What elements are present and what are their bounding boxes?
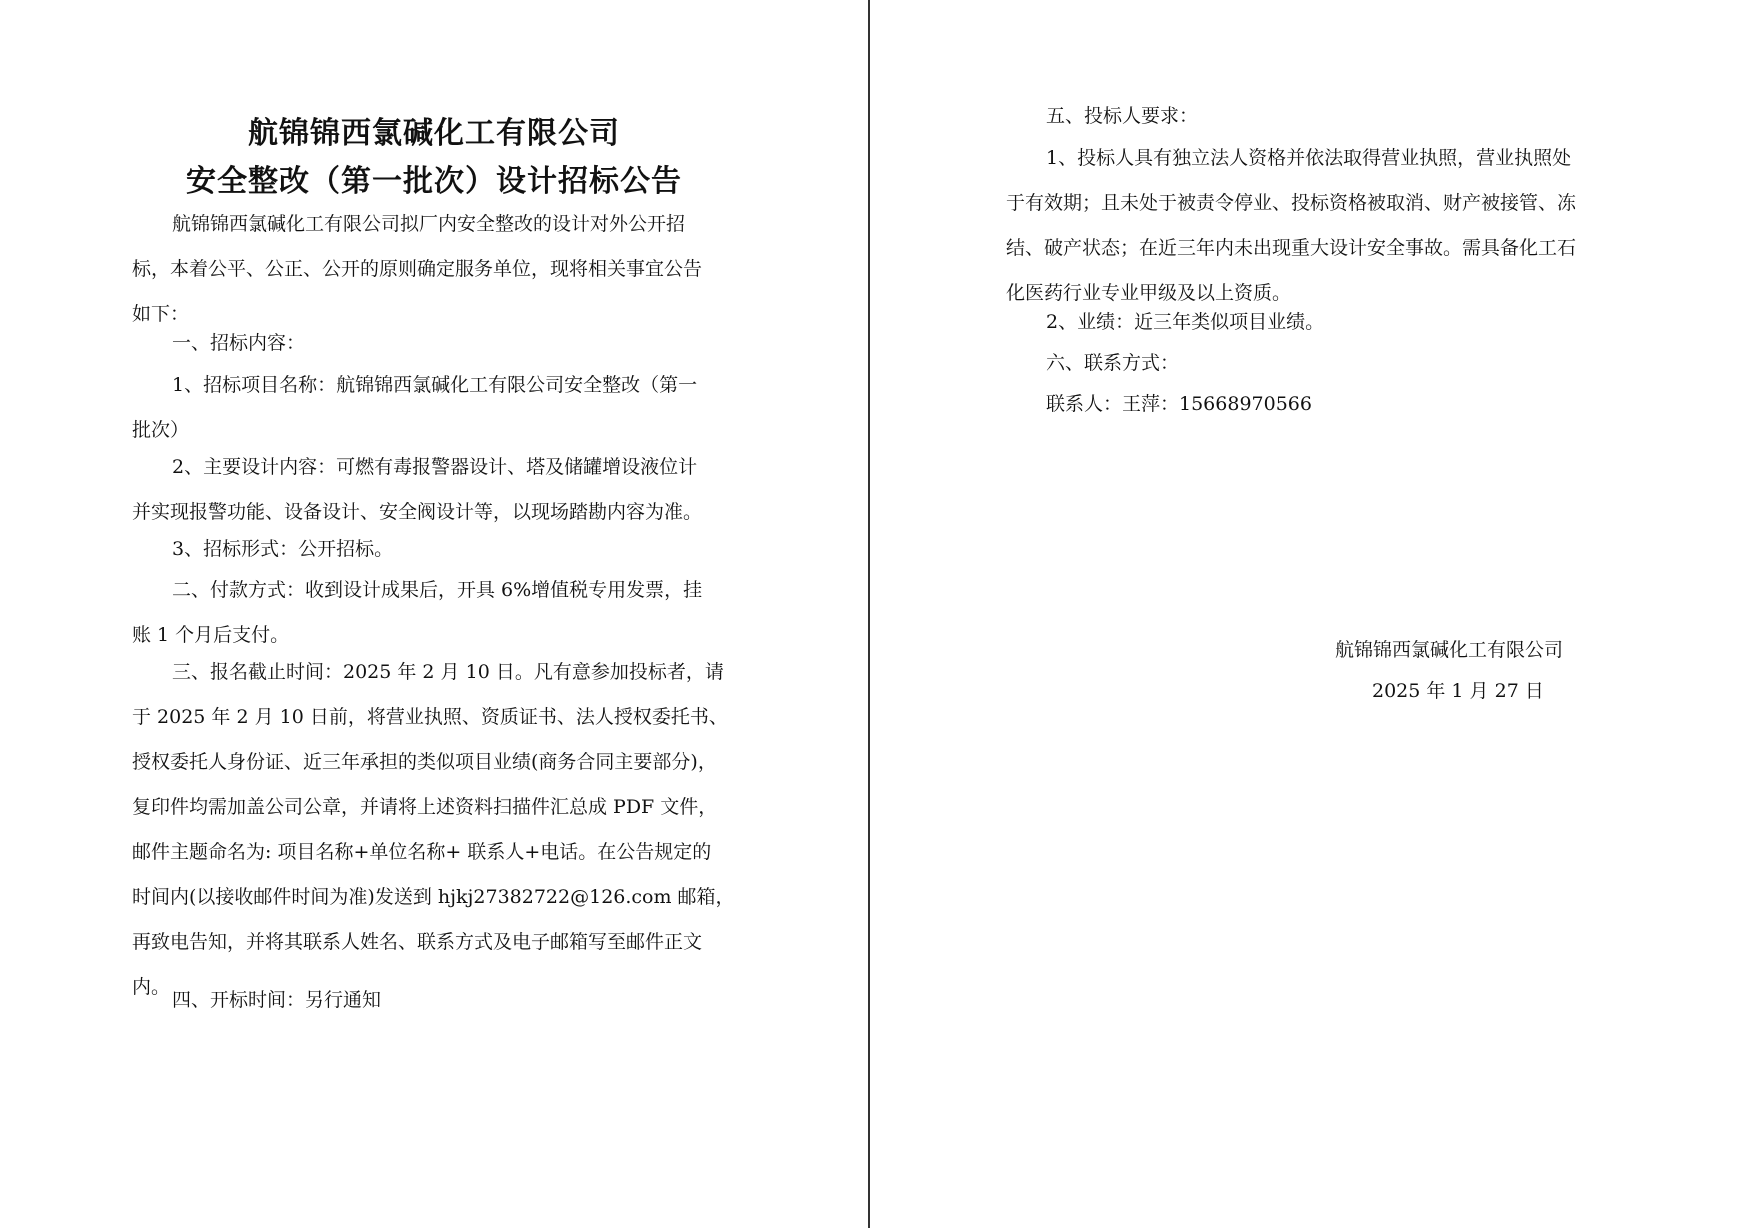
notice-title-line2: 安全整改（第一批次）设计招标公告 [186, 164, 682, 199]
intro-line: 航锦锦西氯碱化工有限公司拟厂内安全整改的设计对外公开招 [172, 213, 686, 235]
section1-item2: 2、主要设计内容：可燃有毒报警器设计、塔及储罐增设液位计 并实现报警功能、设备设计、安全阀设计等，以现场踏勘内容为准。 [132, 456, 703, 523]
section3-deadline: 三、报名截止时间：2025 年 2 月 10 日。凡有意参加投标者，请 于 2025 年 2 月 10 日前，将营业执照、资质证书、法人授权委托书、 授权委托人身份证、近三年承担的类似项目业绩(商务合同主要部分)， 复印件均需加盖公司公章，并请将上述资料扫描件汇总成 PDF 文件， 邮件主题命名为: 项目名称+单位名称+ 联系人+电话。在公告规定的 时间内(以接收邮件时间为准)发送到 hjkj27382722@126.com 邮箱， 再致电告知，并将其联系人姓名、联系方式及电子邮箱写至邮件正文 内。 [132, 661, 735, 998]
signature-company: 航锦锦西氯碱化工有限公司 [1335, 639, 1564, 661]
intro-line: 如下： [132, 303, 190, 325]
section1-item1: 1、招标项目名称：航锦锦西氯碱化工有限公司安全整改（第一 批次） [132, 374, 698, 441]
page-right [871, 0, 1737, 1228]
section5-heading: 五、投标人要求： [1046, 105, 1199, 127]
section6-heading: 六、联系方式： [1046, 352, 1180, 374]
section1-item3: 3、招标形式：公开招标。 [172, 538, 394, 560]
section6-contact: 联系人：王萍：15668970566 [1046, 393, 1312, 415]
signature-date: 2025 年 1 月 27 日 [1372, 680, 1544, 702]
notice-title-line1: 航锦锦西氯碱化工有限公司 [248, 116, 620, 151]
page-divider [868, 0, 870, 1228]
page-left [0, 0, 868, 1228]
intro-line: 标，本着公平、公正、公开的原则确定服务单位，现将相关事宜公告 [132, 258, 703, 280]
section1-heading: 一、招标内容： [172, 332, 306, 354]
section5-item2: 2、业绩：近三年类似项目业绩。 [1046, 311, 1325, 333]
section4-opening: 四、开标时间：另行通知 [172, 989, 382, 1011]
section5-item1: 1、投标人具有独立法人资格并依法取得营业执照，营业执照处 于有效期；且未处于被责令停业、投标资格被取消、财产被接管、冻 结、破产状态；在近三年内未出现重大设计安全事故。需具备化工石 化医药行业专业甲级及以上资质。 [1006, 147, 1577, 304]
section2-payment: 二、付款方式：收到设计成果后，开具 6%增值税专用发票，挂 账 1 个月后支付。 [132, 579, 703, 646]
intro-paragraph [132, 202, 742, 337]
